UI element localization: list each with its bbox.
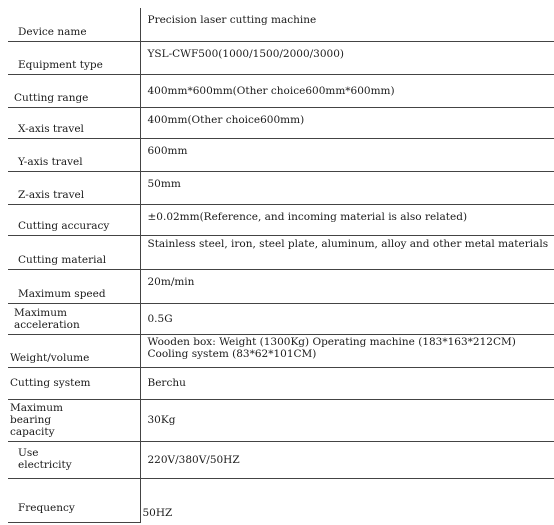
spec-row [8, 171, 554, 204]
spec-value: 220V/380V/50HZ [140, 441, 554, 478]
spec-value: YSL-CWF500(1000/1500/2000/3000) [140, 41, 554, 74]
spec-row [8, 367, 554, 399]
spec-label: Maximum acceleration [8, 303, 140, 334]
spec-value: Wooden box: Weight (1300Kg) Operating machine (183*163*212CM) Cooling system (83*62*101CM) [140, 334, 554, 367]
spec-label: Maximum bearing capacity [8, 399, 140, 441]
spec-label: Frequency [8, 478, 140, 522]
spec-label: Device name [8, 8, 140, 41]
spec-row [8, 74, 554, 107]
spec-value: Precision laser cutting machine [140, 8, 554, 41]
spec-row [8, 235, 554, 269]
spec-row [8, 204, 554, 235]
spec-row [8, 8, 554, 41]
spec-label: Y-axis travel [8, 138, 140, 171]
spec-row [8, 138, 554, 171]
spec-label: Cutting accuracy [8, 204, 140, 235]
spec-row [8, 399, 554, 441]
spec-label: Cutting range [8, 74, 140, 107]
spec-value: 20m/min [140, 269, 554, 303]
spec-label: Use electricity [8, 441, 140, 478]
spec-value: 400mm*600mm(Other choice600mm*600mm) [140, 74, 554, 107]
spec-value: ±0.02mm(Reference, and incoming material is also related) [140, 204, 554, 235]
spec-label: Z-axis travel [8, 171, 140, 204]
spec-label: Weight/volume [8, 334, 140, 367]
spec-label: Cutting system [8, 367, 140, 399]
spec-table [8, 8, 554, 523]
spec-label: X-axis travel [8, 107, 140, 138]
spec-label: Cutting material [8, 235, 140, 269]
spec-value: 400mm(Other choice600mm) [140, 107, 554, 138]
spec-row [8, 107, 554, 138]
spec-label: Equipment type [8, 41, 140, 74]
spec-value: Stainless steel, iron, steel plate, aluminum, alloy and other metal materials [140, 235, 554, 269]
spec-row [8, 478, 554, 522]
spec-row [8, 303, 554, 334]
spec-value: 30Kg [140, 399, 554, 441]
spec-row [8, 334, 554, 367]
spec-value: 50HZ [142, 507, 173, 519]
spec-row [8, 41, 554, 74]
spec-value: Berchu [140, 367, 554, 399]
spec-value: 50mm [140, 171, 554, 204]
spec-value: 0.5G [140, 303, 554, 334]
spec-value: 600mm [140, 138, 554, 171]
spec-label: Maximum speed [8, 269, 140, 303]
spec-row [8, 269, 554, 303]
spec-row [8, 441, 554, 478]
